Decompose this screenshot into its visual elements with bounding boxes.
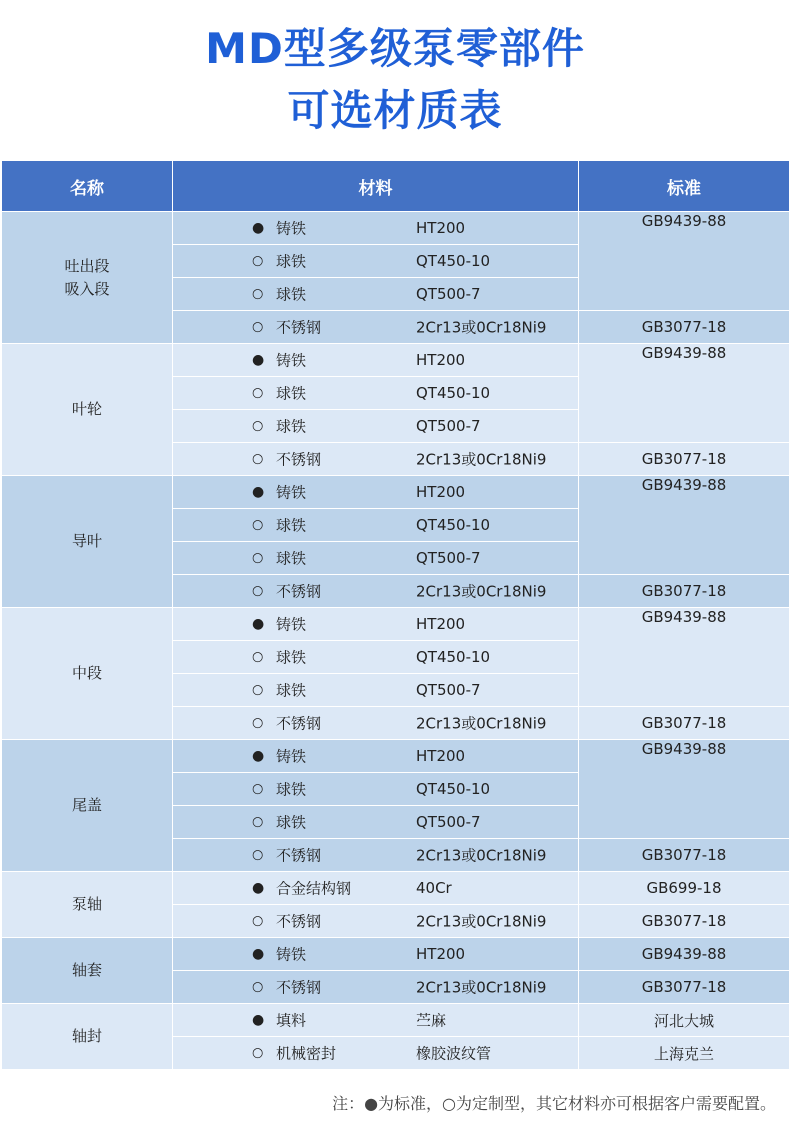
material-name: 不锈钢 [276,318,322,337]
standard-cell: GB9439-88 [579,938,790,971]
material-grade: QT500-7 [416,549,481,567]
material-grade: 2Cr13或0Cr18Ni9 [416,912,547,931]
material-cell [173,212,579,245]
material-grade: HT200 [416,747,466,765]
material-cell [173,377,579,410]
material-name: 球铁 [276,681,307,700]
material-name: 铸铁 [276,219,307,238]
standard-dot-icon: ● [252,484,265,500]
material-grade: QT500-7 [416,417,481,435]
material-cell [173,707,579,740]
footnote: 注：●为标准，○为定制型，其它材料亦可根据客户需要配置。 [332,1094,776,1113]
material-name: 机械密封 [276,1044,337,1063]
header-material: 材料 [173,161,579,212]
material-grade: QT450-10 [416,648,491,666]
header-name: 名称 [2,161,173,212]
material-grade: QT500-7 [416,681,481,699]
material-name: 铸铁 [276,945,307,964]
material-cell [173,641,579,674]
material-cell [173,245,579,278]
material-cell [173,905,579,938]
material-name: 球铁 [276,516,307,535]
material-cell [173,344,579,377]
material-grade: HT200 [416,615,466,633]
custom-circle-icon: ○ [252,1045,264,1061]
material-name: 不锈钢 [276,714,322,733]
part-name: 导叶 [2,476,173,608]
standard-cell: GB3077-18 [579,311,790,344]
standard-dot-icon: ● [252,616,265,632]
custom-circle-icon: ○ [252,550,264,566]
part-name: 尾盖 [2,740,173,872]
material-grade: HT200 [416,945,466,963]
material-name: 填料 [276,1011,307,1030]
page-subtitle: 可选材质表 [287,86,503,135]
custom-circle-icon: ○ [252,649,264,665]
custom-circle-icon: ○ [252,847,264,863]
material-grade: 2Cr13或0Cr18Ni9 [416,450,547,469]
material-cell [173,872,579,905]
standard-cell: GB9439-88 [579,344,790,443]
material-grade: QT450-10 [416,252,491,270]
material-name: 球铁 [276,813,307,832]
material-name: 不锈钢 [276,846,322,865]
material-name: 球铁 [276,384,307,403]
material-name: 不锈钢 [276,912,322,931]
material-name: 合金结构钢 [276,879,352,898]
standard-cell: GB3077-18 [579,839,790,872]
custom-circle-icon: ○ [252,781,264,797]
material-grade: 2Cr13或0Cr18Ni9 [416,318,547,337]
table-row [2,212,790,245]
part-name: 中段 [2,608,173,740]
standard-dot-icon: ● [252,748,265,764]
table-row [2,344,790,377]
custom-circle-icon: ○ [252,253,264,269]
table-row [2,872,790,905]
standard-dot-icon: ● [252,946,265,962]
custom-circle-icon: ○ [252,385,264,401]
standard-dot-icon: ● [252,220,265,236]
material-grade: QT450-10 [416,516,491,534]
custom-circle-icon: ○ [252,517,264,533]
material-name: 不锈钢 [276,978,322,997]
standard-cell: GB3077-18 [579,707,790,740]
material-cell [173,575,579,608]
part-name: 叶轮 [2,344,173,476]
standard-cell: GB3077-18 [579,575,790,608]
standard-cell: GB9439-88 [579,476,790,575]
part-name: 泵轴 [2,872,173,938]
material-grade: HT200 [416,351,466,369]
custom-circle-icon: ○ [252,286,264,302]
standard-cell: GB699-18 [579,872,790,905]
header-standard: 标准 [579,161,790,212]
standard-cell: GB3077-18 [579,905,790,938]
material-cell [173,674,579,707]
material-grade: HT200 [416,219,466,237]
material-grade: QT500-7 [416,813,481,831]
standard-cell: 上海克兰 [579,1037,790,1070]
custom-circle-icon: ○ [252,583,264,599]
material-cell [173,278,579,311]
material-grade: QT450-10 [416,780,491,798]
material-cell [173,773,579,806]
material-grade: QT500-7 [416,285,481,303]
custom-circle-icon: ○ [252,814,264,830]
material-grade: 2Cr13或0Cr18Ni9 [416,714,547,733]
material-cell [173,608,579,641]
material-name: 球铁 [276,417,307,436]
material-name: 球铁 [276,780,307,799]
material-name: 球铁 [276,549,307,568]
material-grade: 2Cr13或0Cr18Ni9 [416,978,547,997]
material-grade: 2Cr13或0Cr18Ni9 [416,846,547,865]
table-row [2,1004,790,1037]
material-name: 铸铁 [276,483,307,502]
material-grade: 橡胶波纹管 [416,1044,492,1063]
material-cell [173,1004,579,1037]
standard-dot-icon: ● [252,880,265,896]
material-cell [173,509,579,542]
material-name: 不锈钢 [276,450,322,469]
material-name: 球铁 [276,252,307,271]
material-name: 铸铁 [276,615,307,634]
material-cell [173,542,579,575]
material-cell [173,740,579,773]
page-title: MD型多级泵零部件 [205,24,585,73]
table-row [2,608,790,641]
material-cell [173,1037,579,1070]
custom-circle-icon: ○ [252,979,264,995]
material-cell [173,839,579,872]
table-row [2,740,790,773]
standard-cell: GB3077-18 [579,971,790,1004]
material-cell [173,938,579,971]
custom-circle-icon: ○ [252,682,264,698]
standard-cell: GB9439-88 [579,740,790,839]
material-grade: 苎麻 [416,1011,447,1030]
custom-circle-icon: ○ [252,913,264,929]
material-cell [173,971,579,1004]
standard-cell: GB9439-88 [579,212,790,311]
part-name: 轴封 [2,1004,173,1070]
material-name: 铸铁 [276,351,307,370]
table-row [2,938,790,971]
standard-cell: GB9439-88 [579,608,790,707]
standard-cell: 河北大城 [579,1004,790,1037]
material-cell [173,806,579,839]
materials-table [1,161,790,1069]
material-grade: 2Cr13或0Cr18Ni9 [416,582,547,601]
custom-circle-icon: ○ [252,418,264,434]
custom-circle-icon: ○ [252,319,264,335]
material-cell [173,410,579,443]
material-grade: QT450-10 [416,384,491,402]
material-grade: 40Cr [416,879,452,897]
custom-circle-icon: ○ [252,715,264,731]
part-name: 吐出段 吸入段 [2,212,173,344]
standard-dot-icon: ● [252,352,265,368]
material-name: 球铁 [276,648,307,667]
standard-cell: GB3077-18 [579,443,790,476]
custom-circle-icon: ○ [252,451,264,467]
material-name: 铸铁 [276,747,307,766]
material-name: 球铁 [276,285,307,304]
table-row [2,476,790,509]
material-cell [173,443,579,476]
material-cell [173,476,579,509]
material-cell [173,311,579,344]
material-grade: HT200 [416,483,466,501]
standard-dot-icon: ● [252,1012,265,1028]
part-name: 轴套 [2,938,173,1004]
material-name: 不锈钢 [276,582,322,601]
